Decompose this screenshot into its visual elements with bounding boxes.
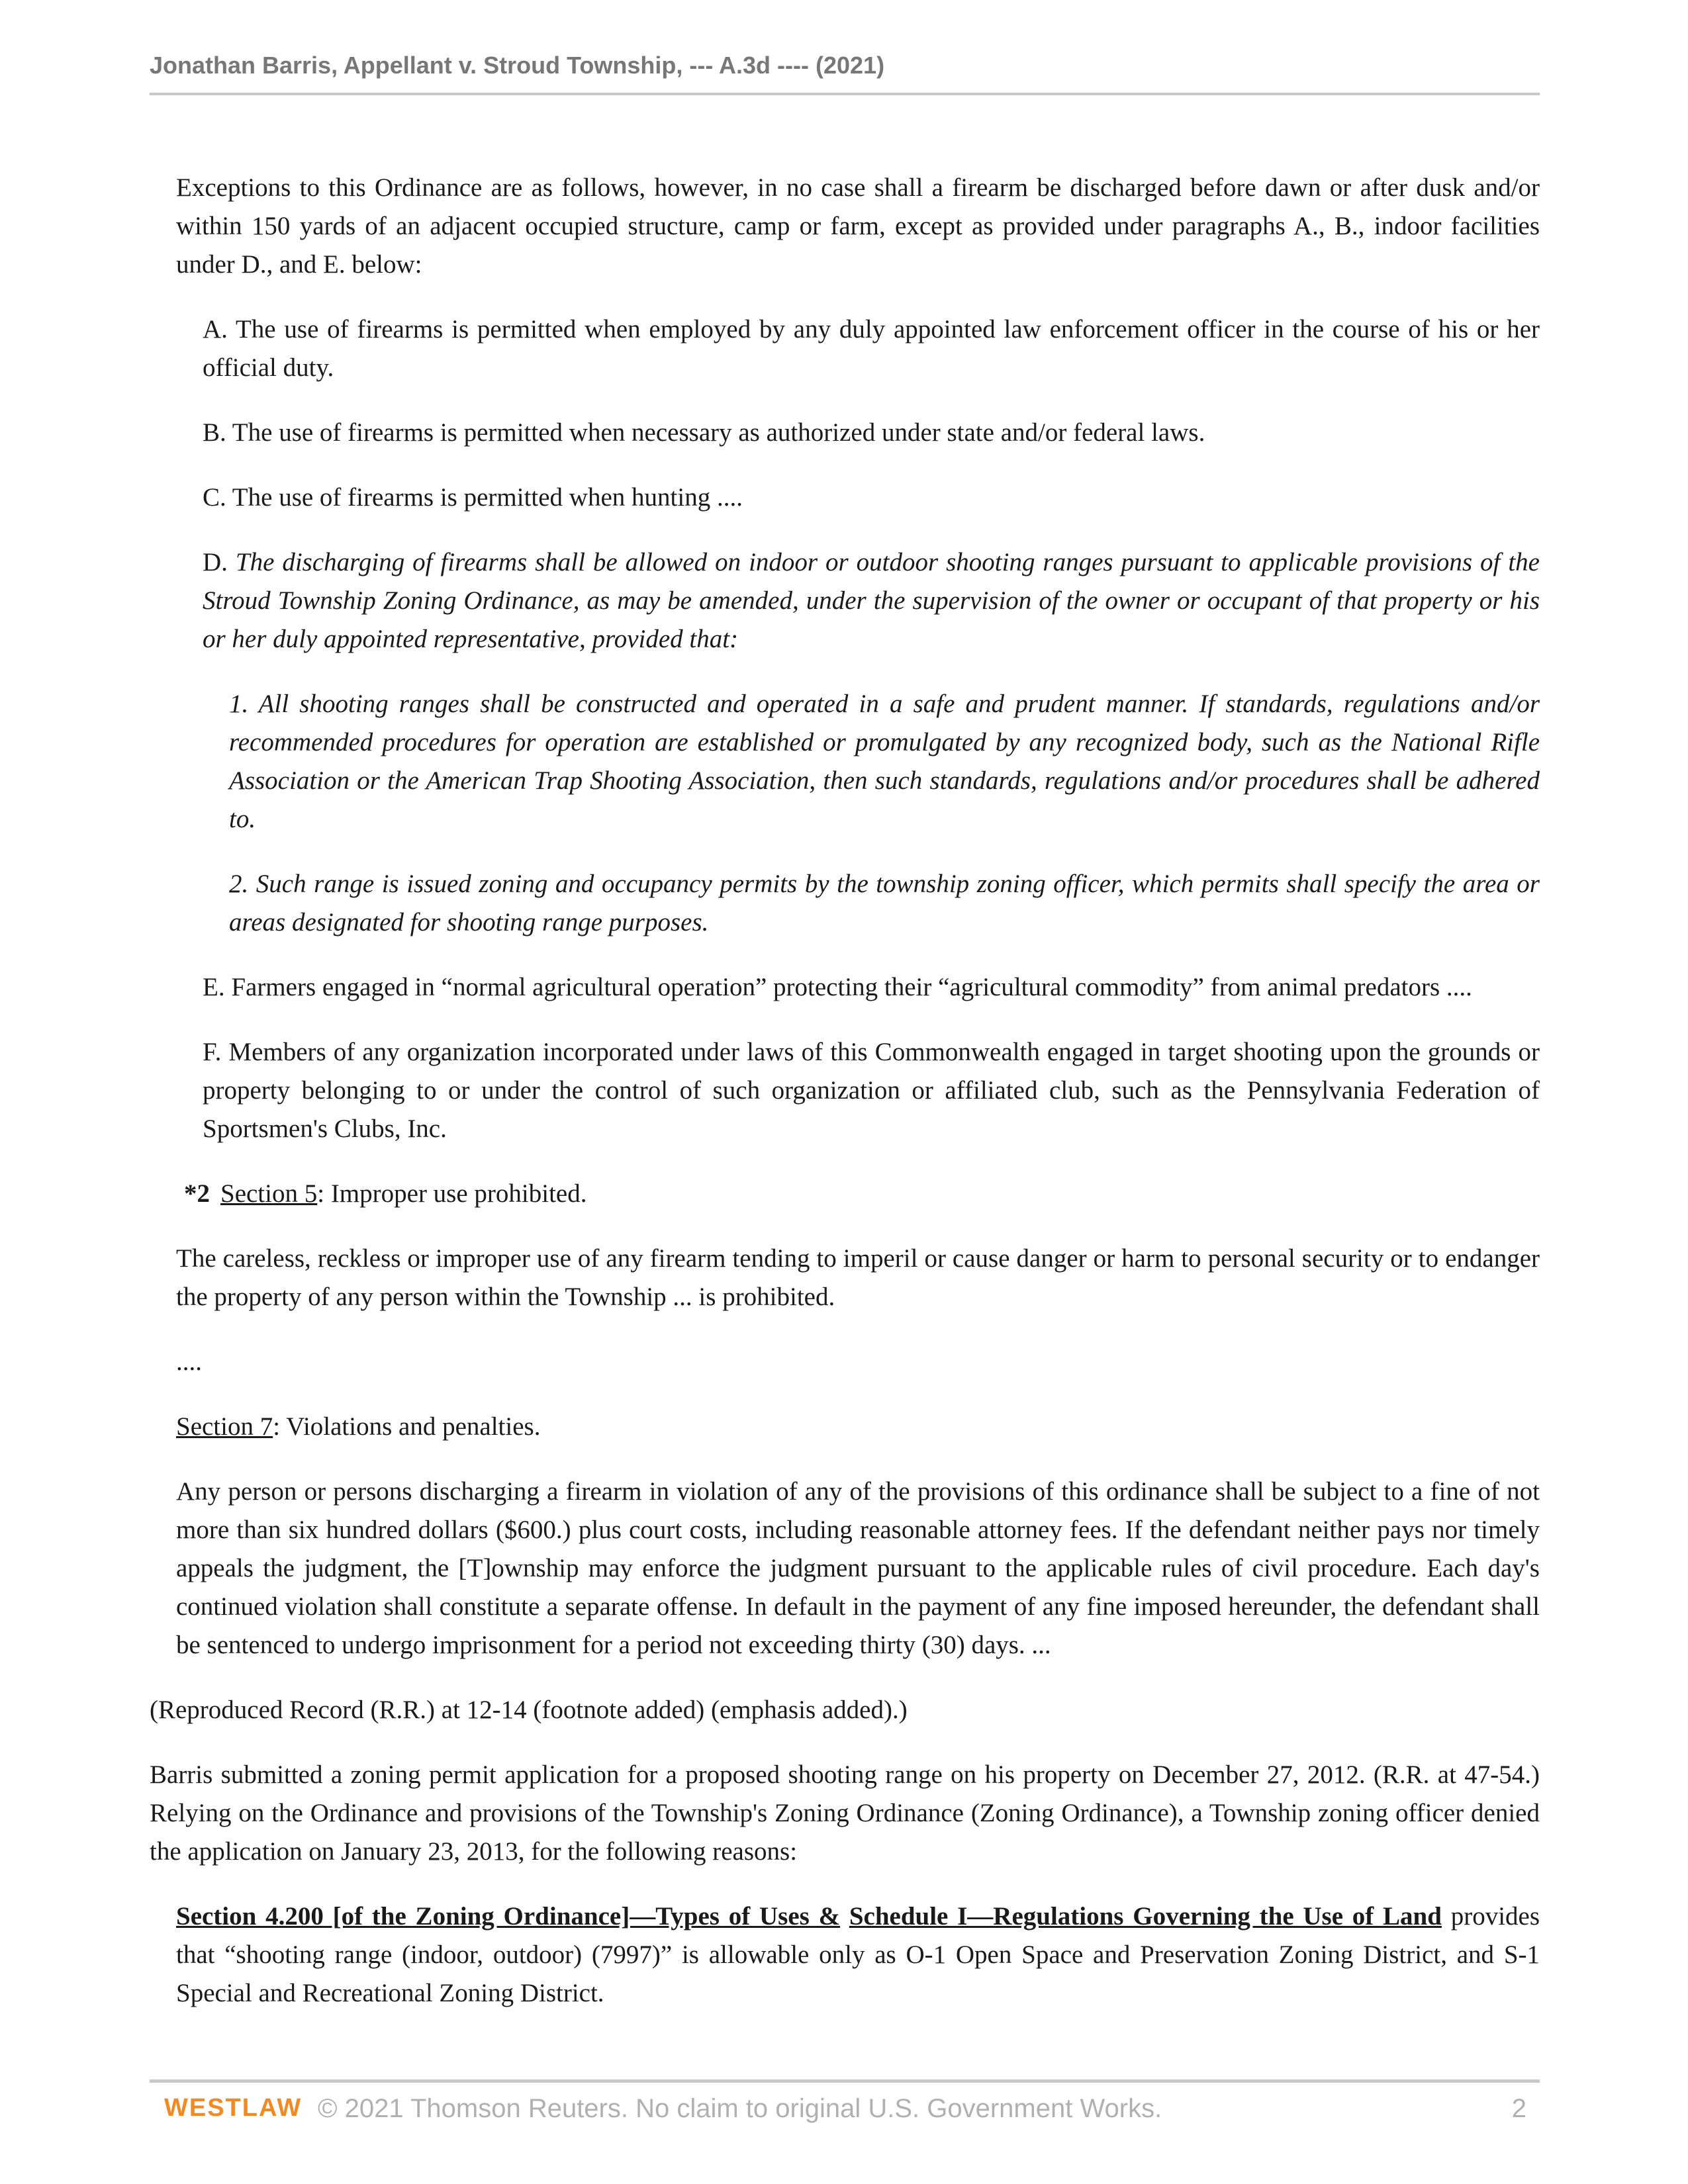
section-7-heading xyxy=(176,1408,1540,1446)
running-header: Jonathan Barris, Appellant v. Stroud Township, --- A.3d ---- (2021) xyxy=(150,52,885,79)
exceptions-intro: Exceptions to this Ordinance are as follows, however, in no case shall a firearm be discharged before dawn or after dusk and/or within 150 yards of an adjacent occupied structure, camp or farm, except as provided under paragraphs A., B., indoor facilities under D., and E. below: xyxy=(176,173,1540,279)
section-5-title: : Improper use prohibited. xyxy=(317,1179,587,1208)
section-4200-paragraph xyxy=(176,1897,1540,2013)
exception-item-f: F. Members of any organization incorporated under laws of this Commonwealth engaged in target shooting upon the grounds or property belonging to or under the control of such organization or affiliated club, such as the Pennsylvania Federation of Sportsmen's Clubs, Inc. xyxy=(203,1038,1540,1143)
westlaw-logo: WESTLAW xyxy=(164,2094,303,2122)
item-d-label: D. xyxy=(203,548,228,576)
exception-item-b: B. The use of firearms is permitted when necessary as authorized under state and/or federal laws. xyxy=(203,418,1205,447)
section-4200-heading-b: Schedule I—Regulations Governing the Use of Land xyxy=(849,1902,1442,1931)
barris-paragraph: Barris submitted a zoning permit application for a proposed shooting range on his property on December 27, 2012. (R.R. at 47-54.) Relying on the Ordinance and provisions of the Township's Zoning Ordinance (Zoning Ordinance), a Township zoning officer denied the application on January 23, 2013, for the following reasons: xyxy=(150,1760,1540,1866)
exception-item-d2: 2. Such range is issued zoning and occupancy permits by the township zoning officer, which permits shall specify the area or areas designated for shooting range purposes. xyxy=(229,870,1540,936)
star-page-marker: *2 xyxy=(184,1179,210,1208)
section-5-heading xyxy=(184,1175,1548,1213)
exception-item-a: A. The use of firearms is permitted when employed by any duly appointed law enforcement officer in the course of his or her official duty. xyxy=(203,315,1540,382)
section-5-link[interactable]: Section 5 xyxy=(220,1179,318,1208)
exception-item-c: C. The use of firearms is permitted when hunting .... xyxy=(203,483,743,512)
section-7-text: Any person or persons discharging a firearm in violation of any of the provisions of this ordinance shall be subject to a fine of not more than six hundred dollars ($600.) plus court costs, including reasonable attorney fees. If the defendant neither pays nor timely appeals the judgment, the [T]ownship may enforce the judgment pursuant to the applicable rules of civil procedure. Each day's continued violation shall constitute a separate offense. In default in the payment of any fine imposed hereunder, the defendant shall be sentenced to undergo imprisonment for a period not exceeding thirty (30) days. ... xyxy=(176,1477,1540,1659)
footer-divider xyxy=(150,2079,1540,2083)
section-7-link[interactable]: Section 7 xyxy=(176,1412,273,1441)
copyright-notice: © 2021 Thomson Reuters. No claim to original U.S. Government Works. xyxy=(318,2094,1162,2123)
citation: (Reproduced Record (R.R.) at 12-14 (footnote added) (emphasis added).) xyxy=(150,1696,908,1724)
page-number: 2 xyxy=(1511,2094,1526,2123)
page-footer xyxy=(150,2091,1540,2131)
item-d-text: The discharging of firearms shall be allowed on indoor or outdoor shooting ranges pursuant to applicable provisions of the Stroud Township Zoning Ordinance, as may be amended, under the supervision of the owner or occupant of that property or his or her duly appointed representative, provided that: xyxy=(203,548,1540,653)
document-body xyxy=(0,169,1688,2039)
section-7-title: : Violations and penalties. xyxy=(273,1412,541,1441)
header-divider xyxy=(150,93,1540,95)
section-4200-heading-a: Section 4.200 [of the Zoning Ordinance]—Types of Uses & xyxy=(176,1902,841,1931)
section-5-text: The careless, reckless or improper use of any firearm tending to imperil or cause danger or harm to personal security or to endanger the property of any person within the Township ... is prohibited. xyxy=(176,1244,1540,1311)
ellipsis: .... xyxy=(176,1347,202,1376)
exception-item-e: E. Farmers engaged in “normal agricultural operation” protecting their “agricultural commodity” from animal predators .... xyxy=(203,973,1472,1001)
exception-item-d xyxy=(203,543,1540,659)
exception-item-d1: 1. All shooting ranges shall be constructed and operated in a safe and prudent manner. If standards, regulations and/or recommended procedures for operation are established or promulgated by any recognized body, such as the National Rifle Association or the American Trap Shooting Association, then such standards, regulations and/or procedures shall be adhered to. xyxy=(229,690,1540,833)
section-4200-text: provides that “shooting range (indoor, outdoor) (7997)” is allowable only as O-1 Open Space and Preservation Zoning District, and S-1 Special and Recreational Zoning District. xyxy=(176,1902,1540,2007)
